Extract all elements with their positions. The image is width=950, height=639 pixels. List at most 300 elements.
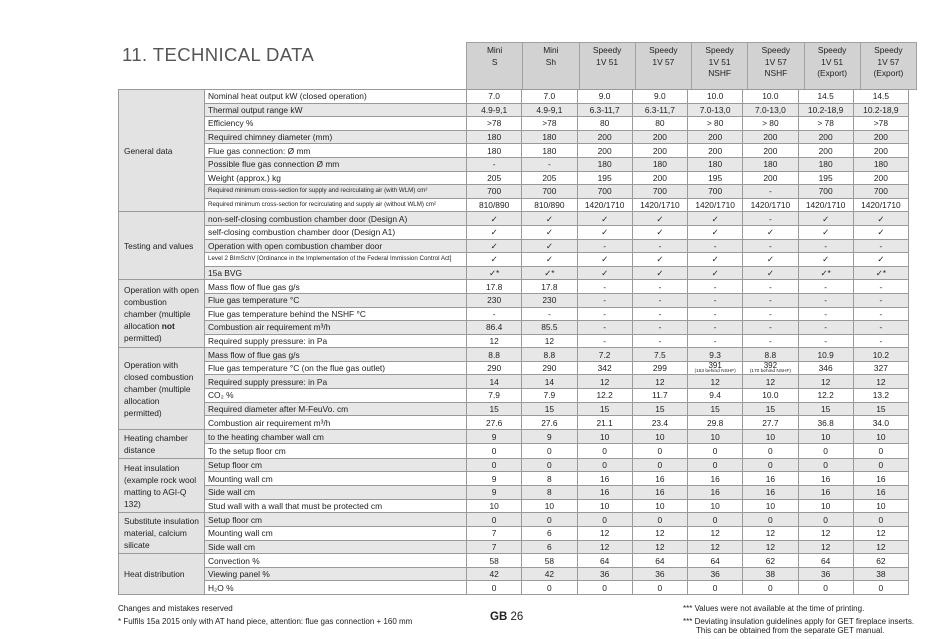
value-cell: 290 <box>467 361 522 375</box>
value-cell: 36.8 <box>798 416 853 430</box>
value-cell: - <box>853 293 908 307</box>
value-cell: 23.4 <box>632 416 687 430</box>
value-cell: - <box>743 293 798 307</box>
value-cell: 327 <box>853 361 908 375</box>
group-label: General data <box>119 90 205 212</box>
value-cell: 9 <box>467 486 522 500</box>
value-cell: 0 <box>522 513 577 527</box>
value-cell: 700 <box>853 185 908 199</box>
value-cell: 64 <box>632 554 687 568</box>
value-cell: 27.6 <box>467 416 522 430</box>
value-cell: ✓ <box>467 225 522 239</box>
value-cell: 12 <box>632 375 687 389</box>
value-cell: - <box>688 321 743 335</box>
value-cell: 10.0 <box>743 90 798 104</box>
row-label: Required minimum cross-section for recirculating and supply air (without WLM) cm² <box>205 198 467 212</box>
value-cell: 29.8 <box>688 416 743 430</box>
footer-fulfils-note: * Fulfils 15a 2015 only with AT hand piece, attention: flue gas connection + 160 mm <box>118 617 413 626</box>
value-cell: 38 <box>743 567 798 581</box>
value-cell: 80 <box>632 117 687 131</box>
value-cell: 15 <box>688 402 743 416</box>
table-row <box>119 581 909 595</box>
value-cell: 42 <box>522 567 577 581</box>
value-cell: - <box>798 293 853 307</box>
value-cell: 17.8 <box>467 280 522 294</box>
value-cell: - <box>632 239 687 253</box>
value-cell: 10 <box>853 499 908 513</box>
value-cell: - <box>798 307 853 321</box>
value-cell: - <box>798 321 853 335</box>
value-cell: 180 <box>522 144 577 158</box>
value-cell: 200 <box>798 144 853 158</box>
value-cell: - <box>743 307 798 321</box>
value-cell: 15 <box>853 402 908 416</box>
value-cell: 0 <box>798 458 853 472</box>
value-cell: 7 <box>467 526 522 540</box>
value-cell: 700 <box>467 185 522 199</box>
table-row <box>119 130 909 144</box>
row-label: Side wall cm <box>205 540 467 554</box>
value-cell: - <box>853 321 908 335</box>
value-cell: 195 <box>688 171 743 185</box>
row-label: Stud wall with a wall that must be protected cm <box>205 499 467 513</box>
value-cell: ✓ <box>688 212 743 226</box>
value-cell: 16 <box>853 472 908 486</box>
value-cell: 0 <box>688 458 743 472</box>
table-row <box>119 253 909 267</box>
value-cell: 12 <box>577 375 632 389</box>
value-cell <box>743 361 798 375</box>
value-cell: 12 <box>577 526 632 540</box>
value-cell: - <box>743 321 798 335</box>
table-row <box>119 225 909 239</box>
value-cell: 8.8 <box>467 348 522 362</box>
value-cell: 1420/1710 <box>632 198 687 212</box>
value-cell: 700 <box>688 185 743 199</box>
value-cell: 16 <box>798 486 853 500</box>
row-label: Setup floor cm <box>205 458 467 472</box>
value-cell: 12 <box>743 526 798 540</box>
value-cell: - <box>688 307 743 321</box>
value-cell: 7.0 <box>522 90 577 104</box>
value-cell <box>688 361 743 375</box>
value-cell: 0 <box>522 581 577 595</box>
value-cell: 0 <box>632 513 687 527</box>
value-main: 392 <box>763 361 778 371</box>
column-header-line: 1V 51 <box>596 56 619 67</box>
value-cell: ✓ <box>798 225 853 239</box>
value-cell: 290 <box>522 361 577 375</box>
value-cell: 10 <box>798 429 853 444</box>
value-cell: 12 <box>688 526 743 540</box>
value-cell: 200 <box>853 171 908 185</box>
value-cell: ✓* <box>853 266 908 280</box>
value-cell: 10 <box>632 499 687 513</box>
value-cell: - <box>467 307 522 321</box>
value-cell: 6 <box>522 540 577 554</box>
value-cell: 0 <box>577 513 632 527</box>
row-label: Convection % <box>205 554 467 568</box>
row-label: 15a BVG <box>205 266 467 280</box>
value-cell: ✓ <box>743 266 798 280</box>
value-cell: 10.2-18,9 <box>798 103 853 117</box>
value-cell: ✓ <box>577 266 632 280</box>
value-cell: 7.9 <box>522 389 577 403</box>
value-cell: 86.4 <box>467 321 522 335</box>
table-row <box>119 567 909 581</box>
page-prefix: GB <box>490 611 508 623</box>
row-label: Required supply pressure: in Pa <box>205 334 467 348</box>
row-label: to the heating chamber wall cm <box>205 429 467 444</box>
value-main: 391 <box>708 361 722 371</box>
value-cell: 16 <box>743 472 798 486</box>
value-cell: 0 <box>743 513 798 527</box>
row-label: Required supply pressure: in Pa <box>205 375 467 389</box>
row-label: H₂O % <box>205 581 467 595</box>
value-cell: ✓ <box>577 225 632 239</box>
value-cell: - <box>522 307 577 321</box>
row-label: Possible flue gas connection Ø mm <box>205 157 467 171</box>
value-cell: 195 <box>577 171 632 185</box>
value-cell: 180 <box>577 157 632 171</box>
value-cell: 9.0 <box>632 90 687 104</box>
value-cell: 15 <box>743 402 798 416</box>
value-cell: 11.7 <box>632 389 687 403</box>
value-cell: 9.3 <box>688 348 743 362</box>
value-cell: 12 <box>632 526 687 540</box>
row-label: Side wall cm <box>205 486 467 500</box>
table-row <box>119 429 909 444</box>
value-cell: 16 <box>798 472 853 486</box>
value-cell: 0 <box>853 444 908 459</box>
table-row <box>119 444 909 459</box>
table-row <box>119 198 909 212</box>
value-cell: 42 <box>467 567 522 581</box>
value-cell: 0 <box>522 458 577 472</box>
value-cell: 0 <box>522 444 577 459</box>
value-cell: - <box>743 185 798 199</box>
model-header <box>466 42 917 90</box>
table-row <box>119 171 909 185</box>
row-label: Thermal output range kW <box>205 103 467 117</box>
column-header-line: NSHF <box>764 68 788 78</box>
value-cell: 0 <box>853 513 908 527</box>
value-cell: 0 <box>798 513 853 527</box>
row-label: Mass flow of flue gas g/s <box>205 348 467 362</box>
value-cell: 15 <box>577 402 632 416</box>
value-cell: 10 <box>632 429 687 444</box>
table-row <box>119 416 909 430</box>
row-label: Required diameter after M-FeuVo. cm <box>205 402 467 416</box>
value-cell: 16 <box>577 486 632 500</box>
table-row <box>119 157 909 171</box>
value-cell: 200 <box>853 130 908 144</box>
table-row <box>119 348 909 362</box>
value-cell: > 80 <box>743 117 798 131</box>
table-row <box>119 458 909 472</box>
value-cell: 0 <box>688 444 743 459</box>
value-cell: - <box>577 307 632 321</box>
value-cell: - <box>577 321 632 335</box>
value-cell: 1420/1710 <box>743 198 798 212</box>
value-cell: - <box>577 280 632 294</box>
value-cell: 200 <box>853 144 908 158</box>
value-cell: 346 <box>798 361 853 375</box>
value-cell: 1420/1710 <box>798 198 853 212</box>
column-header <box>748 43 804 90</box>
value-cell: 64 <box>577 554 632 568</box>
value-cell: 0 <box>577 581 632 595</box>
value-cell: 200 <box>577 144 632 158</box>
value-cell: 0 <box>798 444 853 459</box>
value-cell: - <box>467 157 522 171</box>
value-cell: 15 <box>798 402 853 416</box>
value-cell: 10.0 <box>688 90 743 104</box>
table-row <box>119 540 909 554</box>
column-header-line: Speedy <box>817 45 847 55</box>
value-cell: 9 <box>522 429 577 444</box>
table-row <box>119 472 909 486</box>
page-number-value: 26 <box>510 611 524 623</box>
column-header <box>804 43 860 90</box>
value-cell: ✓ <box>522 253 577 267</box>
value-cell: 58 <box>467 554 522 568</box>
value-cell: 12 <box>522 334 577 348</box>
value-cell: - <box>632 293 687 307</box>
value-cell: - <box>688 334 743 348</box>
value-cell: - <box>743 280 798 294</box>
value-cell: 10.2 <box>853 348 908 362</box>
value-cell: 64 <box>688 554 743 568</box>
value-cell: - <box>743 212 798 226</box>
column-header-line: (Export) <box>873 68 904 78</box>
table-row <box>119 375 909 389</box>
row-label: Operation with open combustion chamber door <box>205 239 467 253</box>
row-label: Mass flow of flue gas g/s <box>205 280 467 294</box>
value-cell: 180 <box>632 157 687 171</box>
column-header-line: Mini <box>486 45 503 55</box>
value-cell: 12 <box>798 526 853 540</box>
column-header-line: Speedy <box>761 45 791 55</box>
value-cell: 7.2 <box>577 348 632 362</box>
value-cell: 62 <box>853 554 908 568</box>
value-cell: 700 <box>577 185 632 199</box>
column-header-line: Speedy <box>874 45 903 55</box>
row-label: Flue gas temperature °C <box>205 293 467 307</box>
value-cell: - <box>853 239 908 253</box>
value-cell: 10.2-18,9 <box>853 103 908 117</box>
value-cell: 16 <box>743 486 798 500</box>
value-cell: 15 <box>632 402 687 416</box>
column-header-line: 1V 57 <box>764 56 787 67</box>
value-cell: - <box>853 334 908 348</box>
row-label: self-closing combustion chamber door (Design A1) <box>205 225 467 239</box>
value-cell: 16 <box>688 486 743 500</box>
group-label: Testing and values <box>119 212 205 280</box>
row-label: CO₂ % <box>205 389 467 403</box>
value-cell: 0 <box>467 458 522 472</box>
value-cell: 27.6 <box>522 416 577 430</box>
value-cell: 0 <box>632 444 687 459</box>
value-cell: 0 <box>743 444 798 459</box>
value-cell: 8 <box>522 486 577 500</box>
footer-note-2: *** Deviating insulation guidelines apply for GET fireplace inserts. <box>683 617 915 626</box>
value-cell: ✓ <box>743 253 798 267</box>
column-header-line: Mini <box>543 45 559 55</box>
table-row <box>119 280 909 294</box>
table-row <box>119 321 909 335</box>
value-cell: ✓ <box>522 212 577 226</box>
value-cell: 64 <box>798 554 853 568</box>
value-cell: 0 <box>577 444 632 459</box>
value-cell: 0 <box>688 581 743 595</box>
value-cell: 0 <box>632 581 687 595</box>
value-cell: 810/890 <box>467 198 522 212</box>
value-cell: - <box>688 239 743 253</box>
value-cell: 7.0-13,0 <box>688 103 743 117</box>
value-cell: 12 <box>853 375 908 389</box>
value-cell: 10 <box>522 499 577 513</box>
value-cell: 10 <box>853 429 908 444</box>
value-cell: 10 <box>688 429 743 444</box>
row-label: Combustion air requirement m³/h <box>205 321 467 335</box>
value-cell: 200 <box>632 144 687 158</box>
value-cell: 0 <box>688 513 743 527</box>
value-cell: 12 <box>853 540 908 554</box>
column-header <box>523 43 579 90</box>
value-cell: 200 <box>743 130 798 144</box>
value-cell: 700 <box>522 185 577 199</box>
value-cell: 36 <box>632 567 687 581</box>
value-cell: 8.8 <box>522 348 577 362</box>
value-cell: - <box>632 321 687 335</box>
value-cell: 12 <box>853 526 908 540</box>
value-cell: 12 <box>688 540 743 554</box>
value-cell: 180 <box>522 130 577 144</box>
value-sub: (170 behind NSHF) <box>749 369 792 375</box>
table-row <box>119 293 909 307</box>
column-header-line: S <box>491 56 498 67</box>
value-cell: 180 <box>467 130 522 144</box>
table-row <box>119 526 909 540</box>
value-cell: 9 <box>467 472 522 486</box>
value-cell: 200 <box>688 130 743 144</box>
row-label: Efficiency % <box>205 117 467 131</box>
value-cell: 9 <box>467 429 522 444</box>
value-cell: 180 <box>798 157 853 171</box>
value-cell: 180 <box>743 157 798 171</box>
table-row <box>119 554 909 568</box>
value-sub: (163 behind NSHF) <box>694 369 736 375</box>
row-label: Mounting wall cm <box>205 472 467 486</box>
value-cell: 0 <box>743 458 798 472</box>
table-row <box>119 402 909 416</box>
value-cell: ✓ <box>577 212 632 226</box>
value-cell: 21.1 <box>577 416 632 430</box>
column-header <box>860 43 916 90</box>
value-cell: ✓* <box>798 266 853 280</box>
footer-note-1: *** Values were not available at the time of printing. <box>683 604 865 613</box>
row-label: Mounting wall cm <box>205 526 467 540</box>
value-cell: ✓ <box>632 212 687 226</box>
table-row <box>119 185 909 199</box>
value-cell: 9.4 <box>688 389 743 403</box>
value-cell: 0 <box>467 444 522 459</box>
value-cell: 4.9-9,1 <box>522 103 577 117</box>
row-label: Combustion air requirement m³/h <box>205 416 467 430</box>
column-header <box>467 43 523 90</box>
row-label: Required chimney diameter (mm) <box>205 130 467 144</box>
value-cell: 12 <box>798 540 853 554</box>
value-cell: ✓ <box>467 239 522 253</box>
value-cell: 299 <box>632 361 687 375</box>
value-cell: ✓ <box>467 253 522 267</box>
footer-note-3: This can be obtained from the separate GET manual. <box>696 626 885 635</box>
value-cell: 0 <box>467 513 522 527</box>
value-cell: ✓ <box>522 225 577 239</box>
value-cell: 85.5 <box>522 321 577 335</box>
value-cell: 36 <box>688 567 743 581</box>
value-cell: ✓ <box>632 266 687 280</box>
group-label: Operation with closed combustion chamber (multiple allocation permitted) <box>119 348 205 430</box>
value-cell: 14.5 <box>798 90 853 104</box>
table-row <box>119 499 909 513</box>
value-cell: 7.9 <box>467 389 522 403</box>
value-cell: 200 <box>632 171 687 185</box>
row-label: Flue gas connection: Ø mm <box>205 144 467 158</box>
value-cell: - <box>577 239 632 253</box>
value-cell: ✓ <box>798 253 853 267</box>
row-label: Weight (approx.) kg <box>205 171 467 185</box>
value-cell: > 78 <box>798 117 853 131</box>
value-cell: 810/890 <box>522 198 577 212</box>
table-row <box>119 144 909 158</box>
value-cell: 12 <box>688 375 743 389</box>
row-label: Required minimum cross-section for supply and recirculating air (with WLM) cm² <box>205 185 467 199</box>
value-cell: 16 <box>632 486 687 500</box>
value-cell: 230 <box>467 293 522 307</box>
table-row <box>119 486 909 500</box>
table-row <box>119 117 909 131</box>
value-cell: 180 <box>688 157 743 171</box>
value-cell: 17.8 <box>522 280 577 294</box>
value-cell: 14.5 <box>853 90 908 104</box>
row-label: Nominal heat output kW (closed operation) <box>205 90 467 104</box>
value-cell: 12 <box>743 375 798 389</box>
row-label: Flue gas temperature °C (on the flue gas outlet) <box>205 361 467 375</box>
value-cell: 12 <box>632 540 687 554</box>
value-cell: 6 <box>522 526 577 540</box>
value-cell: 10 <box>577 499 632 513</box>
row-label: To the setup floor cm <box>205 444 467 459</box>
value-cell: 34.0 <box>853 416 908 430</box>
value-cell: ✓ <box>632 225 687 239</box>
value-cell: 27.7 <box>743 416 798 430</box>
value-cell: 36 <box>798 567 853 581</box>
value-cell: 6.3-11,7 <box>577 103 632 117</box>
table-row <box>119 334 909 348</box>
value-cell: 16 <box>688 472 743 486</box>
table-row <box>119 513 909 527</box>
value-cell: - <box>853 280 908 294</box>
value-cell: - <box>632 280 687 294</box>
table-row <box>119 389 909 403</box>
value-cell: 6.3-11,7 <box>632 103 687 117</box>
value-cell: ✓ <box>853 212 908 226</box>
value-cell: 8.8 <box>743 348 798 362</box>
value-cell: 1420/1710 <box>577 198 632 212</box>
value-cell: 16 <box>853 486 908 500</box>
